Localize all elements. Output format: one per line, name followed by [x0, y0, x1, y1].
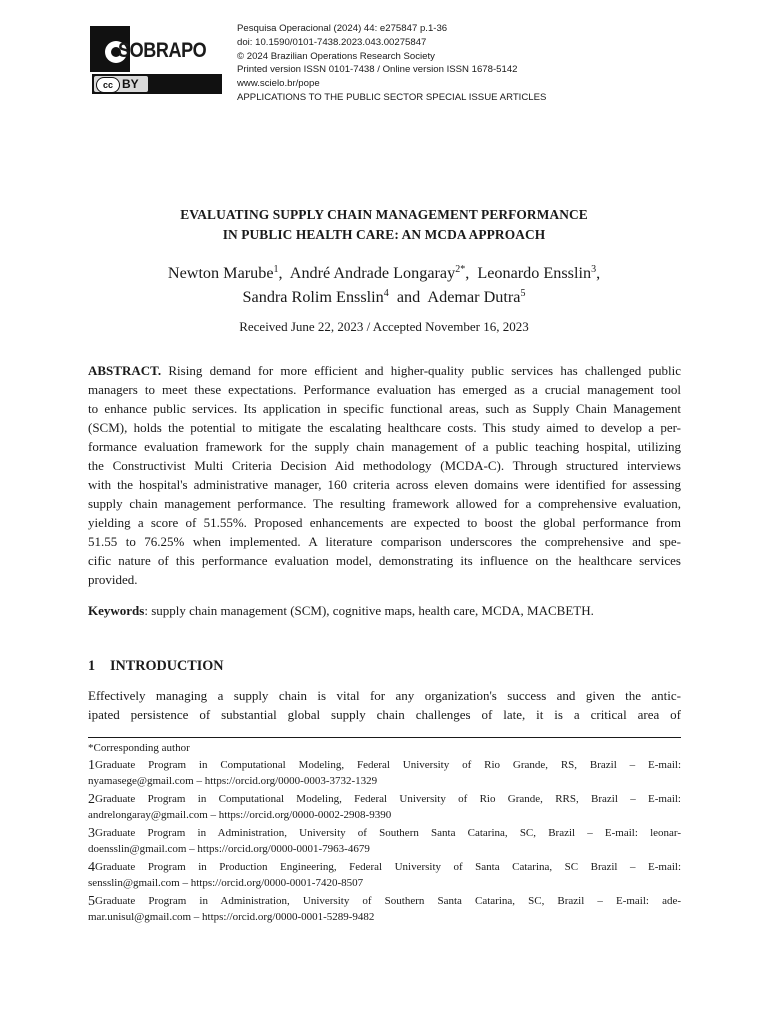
special-issue-line: APPLICATIONS TO THE PUBLIC SECTOR SPECIAL ISSUE ARTICLES	[237, 91, 547, 103]
body-line: ipated persistence of substantial global supply chain challenges of late, it is a critical area of	[88, 707, 681, 722]
authors-line-2	[0, 288, 768, 307]
abstract-line: to enhance public services. Its application in specific functional areas, such as Supply Chain Management	[88, 401, 681, 416]
sobrapo-logo	[90, 26, 222, 96]
author-affiliation-mark: 2*	[455, 264, 466, 275]
introduction-text	[88, 686, 681, 724]
footnote-divider	[88, 737, 681, 738]
author-name: Ademar Dutra	[427, 288, 521, 306]
footnote-4: 4Graduate Program in Production Engineering, Federal University of Santa Catarina, SC Brazil – E-mail: sensslin@gmail.com – https://orcid.org/0000-0001-7420-8507	[88, 860, 681, 889]
publication-info	[237, 22, 546, 105]
author-name: Newton Marube	[167, 264, 274, 282]
footnote-2: 2Graduate Program in Computational Modeling, Federal University of Rio Grande, RRS, Brazil – E-mail: andrelongaray@gmail.com – https://orcid.org/0000-0002-2908-9390	[88, 792, 681, 821]
received-accepted-dates: Received June 22, 2023 / Accepted November 16, 2023	[239, 319, 529, 334]
abstract-line: formance evaluation framework for the supply chain management of a public teaching hospital, utilizing	[88, 439, 681, 454]
footnote-1: 1Graduate Program in Computational Modeling, Federal University of Rio Grande, RS, Brazil – E-mail: nyamasege@gmail.com – https://orcid.org/0000-0003-3732-1329	[88, 758, 681, 787]
footnote-3: 3Graduate Program in Administration, University of Southern Santa Catarina, SC, Brazil – E-mail: leonar- doensslin@gmail.com – https://orcid.org/0000-0001-7963-4679	[88, 826, 681, 855]
author-affiliation-mark: 3	[591, 264, 597, 275]
cc-icon: cc	[96, 77, 120, 93]
abstract-line: 51.55 to 76.25% when implemented. A literature comparison underscores the comprehensive and spe-	[88, 534, 681, 549]
issn-line: Printed version ISSN 0101-7438 / Online version ISSN 1678-5142	[237, 64, 518, 76]
abstract-line: (SCM), holds the potential to mitigate the escalating healthcare costs. This study aimed to develop a per-	[88, 420, 681, 435]
logo-wordmark: SOBRAPO	[118, 39, 207, 62]
doi-line[interactable]: doi: 10.1590/0101-7438.2023.043.00275847	[237, 36, 427, 48]
cc-by-badge	[94, 76, 148, 92]
keywords-text: : supply chain management (SCM), cognitive maps, health care, MCDA, MACBETH.	[144, 603, 594, 618]
abstract-label: ABSTRACT.	[88, 363, 162, 378]
author-affiliation-mark: 4	[383, 288, 389, 299]
abstract-line: managers to meet these expectations. Performance evaluation has emerged as a crucial management tool	[88, 382, 681, 397]
section-title: INTRODUCTION	[110, 658, 224, 674]
author-name: André Andrade Longaray	[289, 264, 456, 282]
journal-citation: Pesquisa Operacional (2024) 44: e275847 p.1-36	[237, 23, 448, 34]
author-name: Sandra Rolim Ensslin	[242, 288, 384, 306]
abstract-line: the Constructivist Multi Criteria Decision Aid methodology (MCDA-C). Through structured interviews	[88, 458, 681, 473]
paper-title-line-2: IN PUBLIC HEALTH CARE: AN MCDA APPROACH	[222, 227, 546, 242]
paper-title-line-1: EVALUATING SUPPLY CHAIN MANAGEMENT PERFORMANCE	[180, 207, 588, 222]
author-affiliation-mark: 5	[520, 288, 526, 299]
logo-mark	[90, 26, 222, 72]
abstract-line: ABSTRACT. Rising demand for more efficient and higher-quality public services has challenged public	[88, 363, 681, 378]
author-affiliation-mark: 1	[273, 264, 279, 275]
section-heading	[88, 658, 224, 675]
footnote-mark: 3	[88, 826, 95, 841]
copyright-line: © 2024 Brazilian Operations Research Society	[237, 50, 435, 62]
footnote-5: 5Graduate Program in Administration, University of Southern Santa Catarina, SC, Brazil – E-mail: ade- mar.unisul@gmail.com – https://orcid.org/0000-0001-5289-9482	[88, 894, 681, 923]
author-name: Leonardo Ensslin	[477, 264, 592, 282]
footnote-mark: 2	[88, 792, 95, 807]
body-line: Effectively managing a supply chain is vital for any organization's success and given the antic-	[88, 688, 681, 703]
abstract-line: cific nature of this performance evaluation model, demonstrating its influence on the healthcare services	[88, 553, 681, 568]
footnote-mark: 1	[88, 758, 95, 773]
authors-and: and	[396, 288, 421, 306]
keywords-label: Keywords	[88, 603, 145, 618]
authors-line-1: Newton Marube$^1$, André Andrade Longaray$^{2*}$, Leonardo Ensslin$^3$,	[167, 264, 601, 282]
footnote-mark: 5	[88, 894, 95, 909]
journal-url[interactable]: www.scielo.br/pope	[237, 78, 320, 90]
abstract-line: supply chain management performance. The resulting framework allowed for a comprehensive evaluation,	[88, 496, 681, 511]
keywords	[88, 601, 681, 620]
section-number: 1	[88, 658, 96, 674]
abstract-line: with the hospital's administrative manager, 160 criteria across eleven domains were identified for assessing	[88, 477, 681, 492]
abstract	[88, 361, 681, 589]
footnote-corresponding: *Corresponding author	[88, 742, 190, 754]
by-label: BY	[122, 77, 139, 91]
abstract-line: yielding a score of 51.55%. Proposed enhancements are expected to boost the global performance from	[88, 515, 681, 530]
abstract-line: provided.	[88, 572, 138, 587]
footnote-mark: 4	[88, 860, 95, 875]
cc-license-bar	[92, 74, 222, 94]
